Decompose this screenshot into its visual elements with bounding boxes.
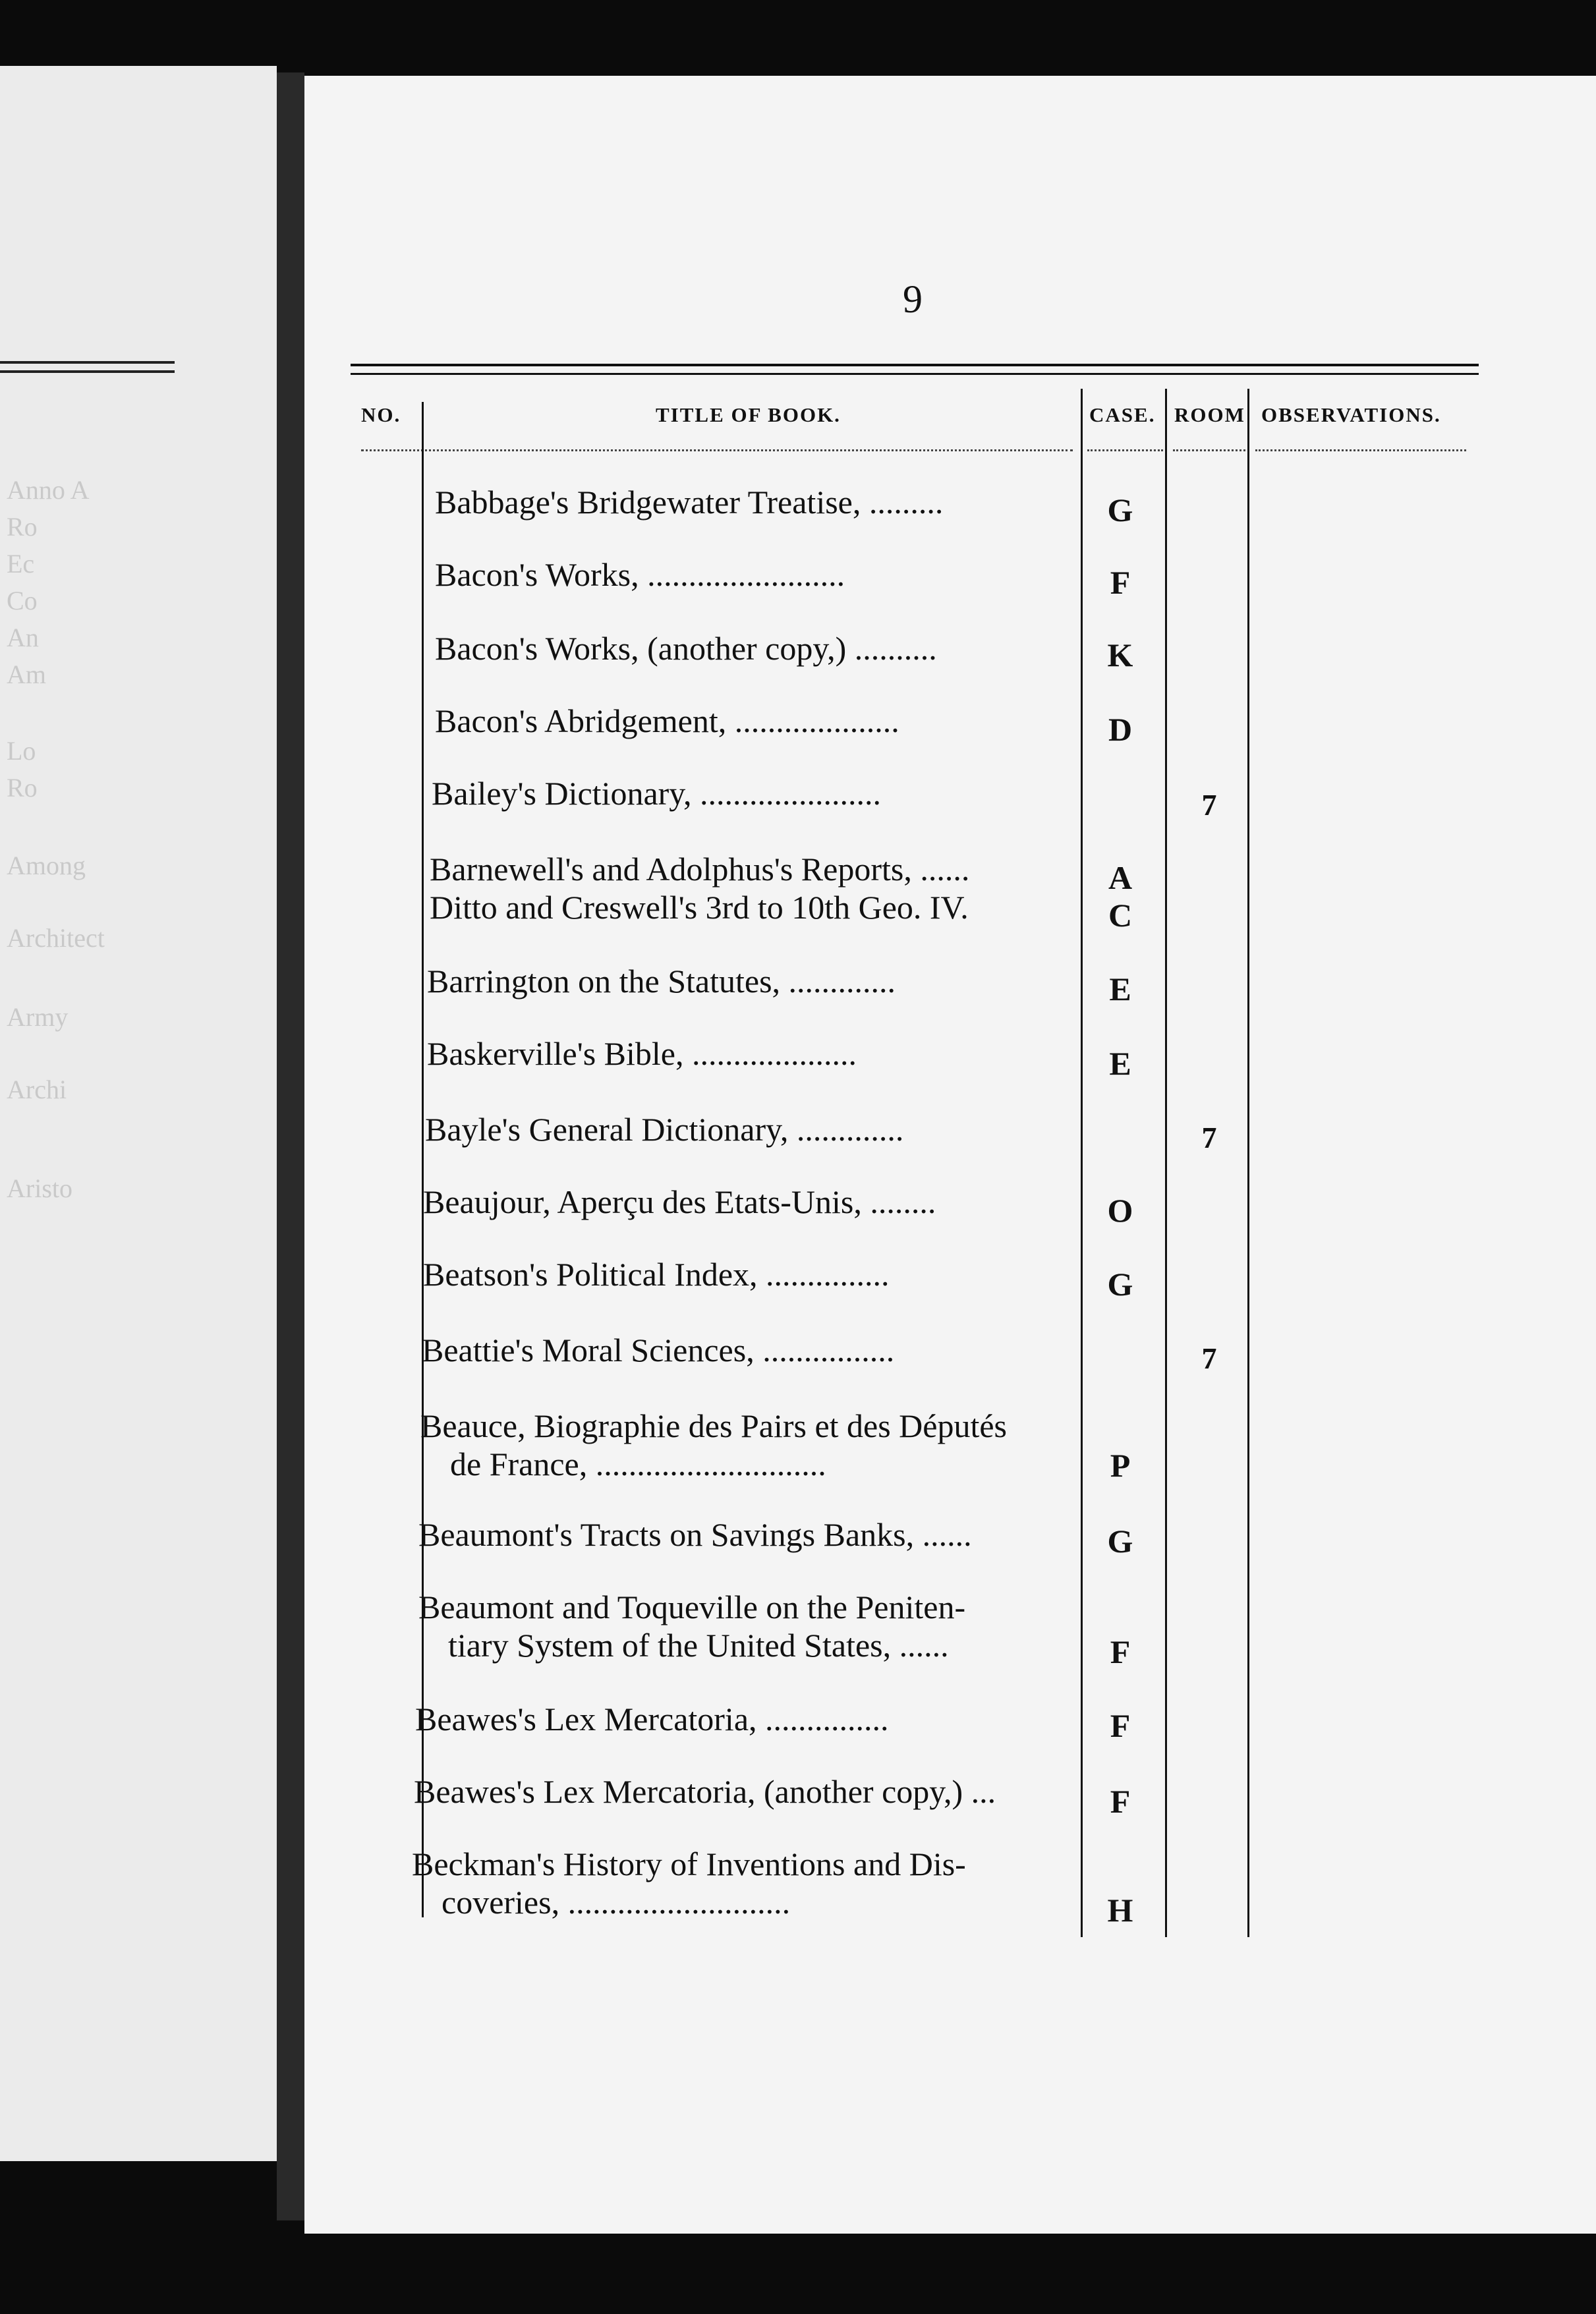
column-rule-observations — [1247, 389, 1249, 1937]
entry-title: Beattie's Moral Sciences, ................ — [422, 1332, 895, 1369]
facing-page-fragment: Anno A — [7, 475, 90, 505]
catalogue-entry — [415, 1700, 1074, 1738]
entry-case: C — [1108, 897, 1133, 934]
book-spine — [277, 72, 304, 2220]
catalogue-entry — [412, 1845, 1071, 1921]
catalogue-entry — [423, 1183, 1082, 1221]
header-rule-top — [351, 364, 1479, 366]
facing-page-fragment: Co — [7, 586, 38, 615]
facing-page-fragment: Ro — [7, 773, 38, 803]
column-header-room: ROOM — [1174, 403, 1245, 426]
facing-page-fragment: Ec — [7, 549, 35, 578]
entry-case: O — [1107, 1192, 1133, 1229]
entry-title: Beauce, Biographie des Pairs et des Députés — [420, 1407, 1008, 1444]
entry-title: Beawes's Lex Mercatoria, ............... — [415, 1701, 889, 1737]
header-separator — [1173, 449, 1245, 457]
entry-title: coveries, ........................... — [442, 1884, 791, 1921]
column-header-observations: OBSERVATIONS. — [1261, 403, 1441, 426]
catalogue-entry — [430, 850, 1089, 926]
facing-page — [0, 66, 277, 2161]
entry-case: E — [1109, 971, 1131, 1007]
header-rule-bottom — [351, 373, 1479, 375]
catalogue-entry — [435, 702, 1094, 740]
entry-case: A — [1108, 859, 1133, 896]
column-header-case: CASE. — [1089, 403, 1156, 426]
facing-page-fragment: Archi — [7, 1075, 67, 1104]
entry-case: P — [1110, 1447, 1131, 1484]
entry-room: 7 — [1201, 788, 1217, 822]
entry-case: G — [1107, 1266, 1133, 1303]
entry-title: Bacon's Works, (another copy,) .......... — [435, 630, 937, 667]
entry-case: D — [1108, 711, 1133, 748]
facing-page-fragment: Am — [7, 660, 46, 689]
entry-title: tiary System of the United States, ...... — [448, 1627, 949, 1664]
entry-case: F — [1110, 1783, 1131, 1820]
facing-page-fragment: Among — [7, 851, 86, 880]
catalogue-entry — [435, 555, 1094, 594]
entry-title: Ditto and Creswell's 3rd to 10th Geo. IV. — [430, 889, 969, 926]
entry-title: Bacon's Works, ........................ — [435, 556, 845, 593]
entry-case: K — [1107, 636, 1133, 673]
catalogue-entry — [427, 962, 1086, 1000]
column-rule-case — [1081, 389, 1083, 1937]
facing-page-fragment: An — [7, 623, 39, 652]
facing-page-fragment: Ro — [7, 512, 38, 542]
entry-case: G — [1107, 492, 1133, 528]
catalogue-entry — [420, 1407, 1079, 1483]
catalogue-entry — [435, 483, 1094, 521]
facing-page-fragment: Lo — [7, 736, 36, 766]
catalogue-entry — [418, 1515, 1077, 1554]
entry-title: Bailey's Dictionary, ...................... — [432, 775, 882, 812]
entry-room: 7 — [1201, 1341, 1217, 1375]
facing-page-rule — [0, 361, 175, 364]
entry-title: Beaumont's Tracts on Savings Banks, ...... — [418, 1516, 972, 1553]
column-header-title: TITLE OF BOOK. — [656, 403, 841, 426]
catalogue-entry — [425, 1110, 1084, 1148]
entry-title: de France, ............................ — [450, 1446, 826, 1482]
catalogue-entry — [435, 629, 1094, 667]
entry-title: Beaumont and Toqueville on the Peniten- — [418, 1589, 966, 1625]
column-header-no: NO. — [361, 403, 401, 426]
entry-case: G — [1107, 1523, 1133, 1560]
entry-case: F — [1110, 1633, 1131, 1670]
entry-title: Beawes's Lex Mercatoria, (another copy,) ... — [414, 1773, 996, 1810]
entry-case: F — [1110, 564, 1131, 601]
column-rule-no — [422, 402, 424, 1917]
entry-title: Baskerville's Bible, .................... — [427, 1035, 857, 1072]
facing-page-rule — [0, 370, 175, 373]
catalogue-entry — [423, 1255, 1082, 1293]
header-separator — [1087, 449, 1163, 457]
catalogue-entry — [414, 1772, 1073, 1811]
entry-title: Beatson's Political Index, ............... — [423, 1256, 890, 1293]
entry-room: 7 — [1201, 1121, 1217, 1154]
catalogue-entry — [418, 1588, 1077, 1664]
header-separator — [361, 449, 1073, 457]
facing-page-fragment: Aristo — [7, 1173, 72, 1203]
entry-case: H — [1107, 1892, 1133, 1929]
entry-title: Barrington on the Statutes, ............. — [427, 963, 896, 1000]
page-number: 9 — [903, 277, 923, 321]
facing-page-fragment: Army — [7, 1002, 69, 1032]
header-separator — [1255, 449, 1466, 457]
catalogue-entry — [422, 1331, 1081, 1369]
entry-case: F — [1110, 1707, 1131, 1744]
column-rule-room — [1165, 389, 1167, 1937]
catalogue-entry — [427, 1034, 1086, 1073]
entry-title: Beckman's History of Inventions and Dis- — [412, 1846, 966, 1882]
entry-title: Beaujour, Aperçu des Etats-Unis, ........ — [423, 1183, 936, 1220]
entry-title: Bacon's Abridgement, .................... — [435, 702, 899, 739]
entry-title: Babbage's Bridgewater Treatise, ......... — [435, 484, 944, 521]
catalogue-entry — [432, 774, 1091, 812]
entry-title: Barnewell's and Adolphus's Reports, ...... — [430, 851, 970, 888]
entry-case: E — [1109, 1045, 1131, 1082]
facing-page-fragment: Architect — [7, 923, 105, 953]
entry-title: Bayle's General Dictionary, ............. — [425, 1111, 904, 1148]
